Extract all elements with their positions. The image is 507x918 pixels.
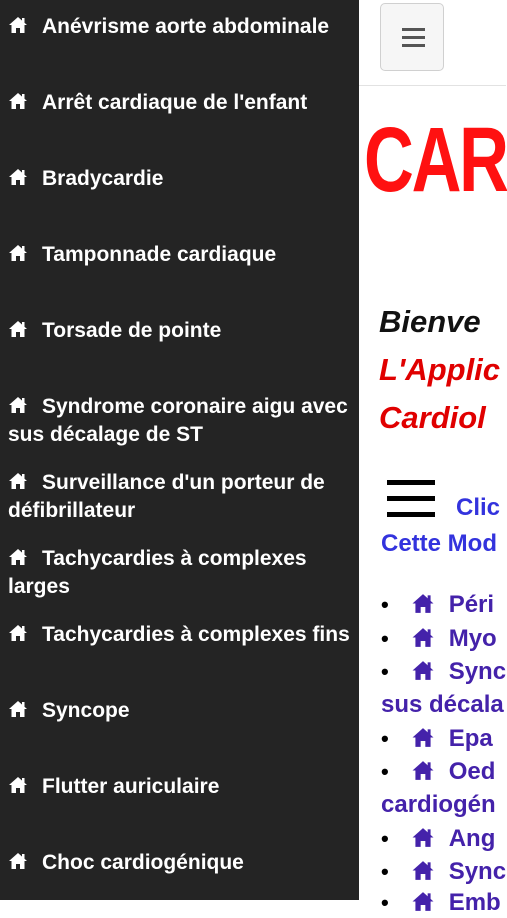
home-icon	[8, 92, 28, 110]
sidebar-item-label: Anévrisme aorte abdominale	[42, 15, 330, 38]
home-icon	[8, 472, 28, 490]
list-item[interactable]: • Oed	[381, 758, 496, 785]
welcome-title: Bienve	[379, 304, 481, 339]
sidebar-item-label: Syncope	[42, 699, 130, 722]
home-icon	[411, 760, 435, 781]
home-icon	[8, 852, 28, 870]
menu-toggle-button[interactable]	[380, 3, 444, 71]
list-item[interactable]: • Sync	[381, 858, 507, 885]
sidebar-item-label: Tamponnade cardiaque	[42, 243, 277, 266]
home-icon	[8, 320, 28, 338]
sidebar-item-arret-cardiaque[interactable]	[8, 89, 353, 117]
home-icon	[8, 624, 28, 642]
list-item[interactable]: • Myo	[381, 625, 497, 652]
list-item-continuation[interactable]: cardiogén	[381, 791, 496, 818]
home-icon	[8, 244, 28, 262]
sidebar-item-syncope[interactable]	[8, 697, 353, 725]
sidebar-item-tamponnade[interactable]	[8, 241, 353, 269]
list-item-continuation[interactable]: sus décala	[381, 691, 504, 718]
menu-hint-icon	[387, 478, 435, 520]
home-icon	[411, 891, 435, 912]
sidebar-item-label: Bradycardie	[42, 167, 164, 190]
list-item-label: Oed	[448, 758, 496, 785]
home-icon	[8, 168, 28, 186]
list-item-label: Epa	[448, 725, 493, 752]
home-icon	[411, 827, 435, 848]
list-item[interactable]: • Emb	[381, 889, 501, 916]
sidebar-item-torsade[interactable]	[8, 317, 353, 345]
home-icon	[411, 660, 435, 681]
list-item-label: Péri	[448, 591, 495, 618]
hamburger-icon-bar	[402, 36, 425, 39]
sidebar-item-label: Torsade de pointe	[42, 319, 222, 342]
home-icon	[411, 627, 435, 648]
sidebar-item-choc[interactable]	[8, 849, 353, 877]
list-item-label: Sync	[448, 858, 507, 885]
hamburger-icon-bar	[402, 44, 425, 47]
hamburger-icon	[402, 28, 425, 31]
home-icon	[411, 593, 435, 614]
welcome-subtitle-2: Cardiol	[379, 400, 486, 435]
click-hint-link[interactable]: Clic	[456, 494, 501, 521]
sidebar-item-label: Flutter auriculaire	[42, 775, 220, 798]
list-item-label: Emb	[448, 889, 501, 916]
mode-hint-text: Cette Mod	[381, 530, 497, 557]
sidebar-item-label: Syndrome coronaire aigu avec sus décalage de ST	[8, 395, 348, 446]
list-item-label: Myo	[448, 625, 497, 652]
app-logo: CAR	[364, 109, 507, 211]
sidebar-item-tachy-larges[interactable]	[8, 545, 353, 601]
header-divider	[359, 85, 506, 86]
home-icon	[8, 548, 28, 566]
home-icon	[411, 727, 435, 748]
sidebar-item-label: Tachycardies à complexes larges	[8, 547, 307, 598]
home-icon	[411, 860, 435, 881]
sidebar-item-bradycardie[interactable]	[8, 165, 353, 193]
sidebar-item-sca-st[interactable]	[8, 393, 353, 449]
sidebar-item-flutter[interactable]	[8, 773, 353, 801]
sidebar-item-label: Surveillance d'un porteur de défibrillateur	[8, 471, 325, 522]
home-icon	[8, 396, 28, 414]
sidebar-item-tachy-fins[interactable]	[8, 621, 353, 649]
sidebar-item-label: Arrêt cardiaque de l'enfant	[42, 91, 308, 114]
home-icon	[8, 776, 28, 794]
home-icon	[8, 16, 28, 34]
main-content	[359, 0, 507, 916]
list-item[interactable]: • Epa	[381, 725, 493, 752]
sidebar-item-anevrisme[interactable]	[8, 13, 353, 41]
sidebar-item-label: Tachycardies à complexes fins	[42, 623, 350, 646]
sidebar-item-defibrillateur[interactable]	[8, 469, 353, 525]
list-item-label: Sync	[448, 658, 507, 685]
welcome-subtitle-1: L'Applic	[379, 352, 501, 387]
list-item[interactable]: • Péri	[381, 591, 495, 618]
list-item[interactable]: • Sync	[381, 658, 507, 685]
home-icon	[8, 700, 28, 718]
sidebar-item-label: Choc cardiogénique	[42, 851, 244, 874]
list-item-label: Ang	[448, 825, 496, 852]
list-item[interactable]: • Ang	[381, 825, 496, 852]
